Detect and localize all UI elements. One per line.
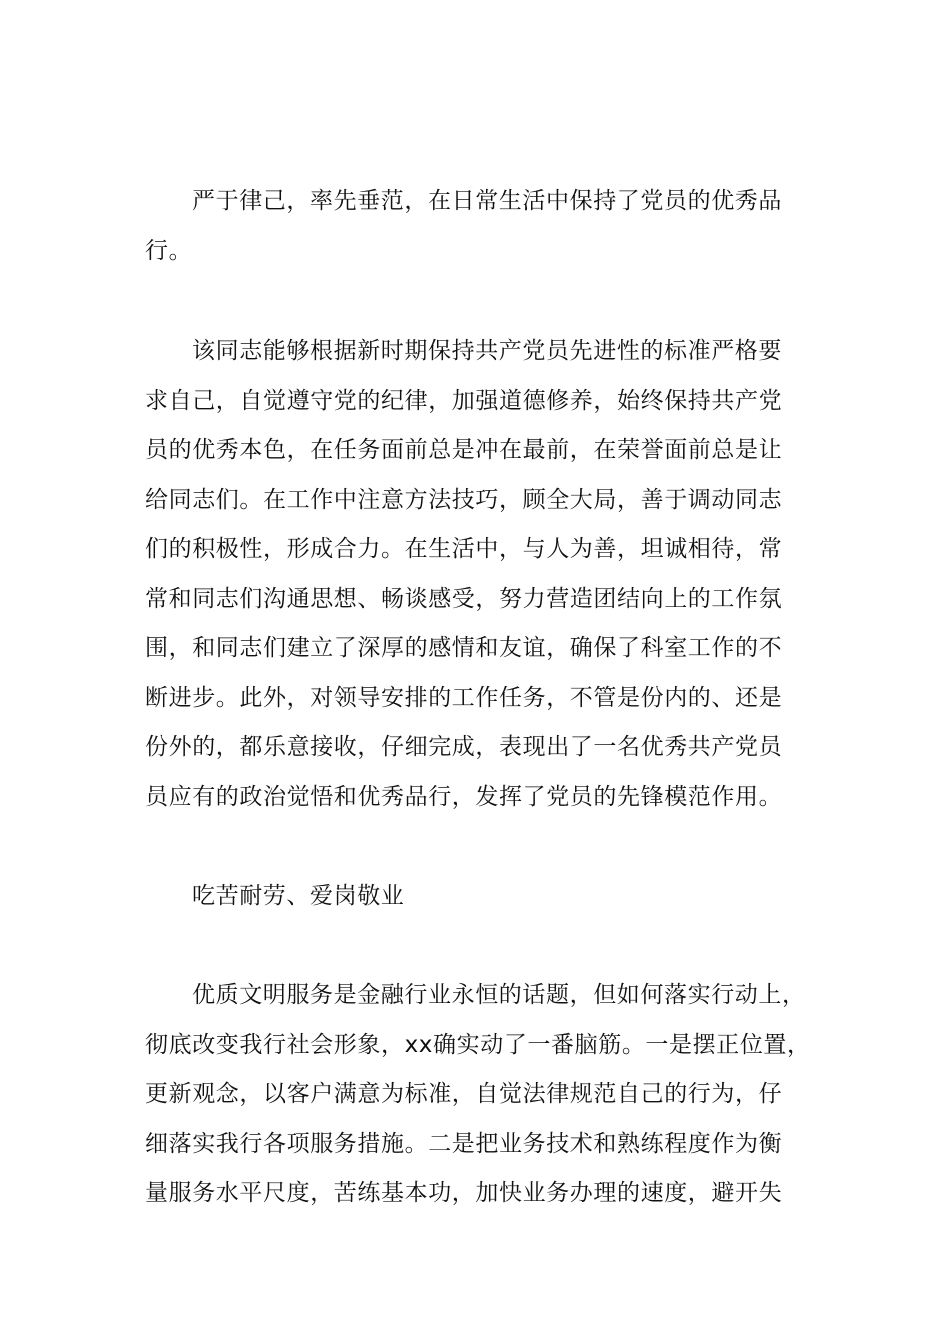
paragraph-2-line-5: 们的积极性，形成合力。在生活中，与人为善，坦诚相待，常: [145, 536, 783, 562]
paragraph-2-line-3: 员的优秀本色，在任务面前总是冲在最前，在荣誉面前总是让: [145, 437, 783, 463]
paragraph-3-line-1: 优质文明服务是金融行业永恒的话题，但如何落实行动上，: [192, 982, 806, 1008]
paragraph-3-line-2: 彻底改变我行社会形象，xx确实动了一番脑筋。一是摆正位置，: [145, 1032, 811, 1058]
paragraph-3-line-3: 更新观念，以客户满意为标准，自觉法律规范自己的行为，仔: [145, 1081, 783, 1107]
paragraph-1-line-1: 严于律己，率先垂范，在日常生活中保持了党员的优秀品: [192, 188, 782, 214]
paragraph-2-line-10: 员应有的政治觉悟和优秀品行，发挥了党员的先锋模范作用。: [145, 784, 783, 810]
paragraph-2-line-6: 常和同志们沟通思想、畅谈感受，努力营造团结向上的工作氛: [145, 586, 783, 612]
paragraph-2-line-7: 围，和同志们建立了深厚的感情和友谊，确保了科室工作的不: [145, 635, 783, 661]
paragraph-2-line-4: 给同志们。在工作中注意方法技巧，顾全大局，善于调动同志: [145, 487, 783, 513]
paragraph-1-line-2: 行。: [145, 238, 193, 264]
paragraph-2-line-9: 份外的，都乐意接收，仔细完成，表现出了一名优秀共产党员: [145, 734, 783, 760]
paragraph-3-line-4: 细落实我行各项服务措施。二是把业务技术和熟练程度作为衡: [145, 1131, 783, 1157]
paragraph-2-line-2: 求自己，自觉遵守党的纪律，加强道德修养，始终保持共产党: [145, 388, 783, 414]
paragraph-3-line-5: 量服务水平尺度，苦练基本功，加快业务办理的速度，避开失: [145, 1180, 783, 1206]
paragraph-2-line-8: 断进步。此外，对领导安排的工作任务，不管是份内的、还是: [145, 685, 783, 711]
section-heading: 吃苦耐劳、爱岗敬业: [192, 883, 405, 909]
paragraph-2-line-1: 该同志能够根据新时期保持共产党员先进性的标准严格要: [192, 338, 782, 364]
